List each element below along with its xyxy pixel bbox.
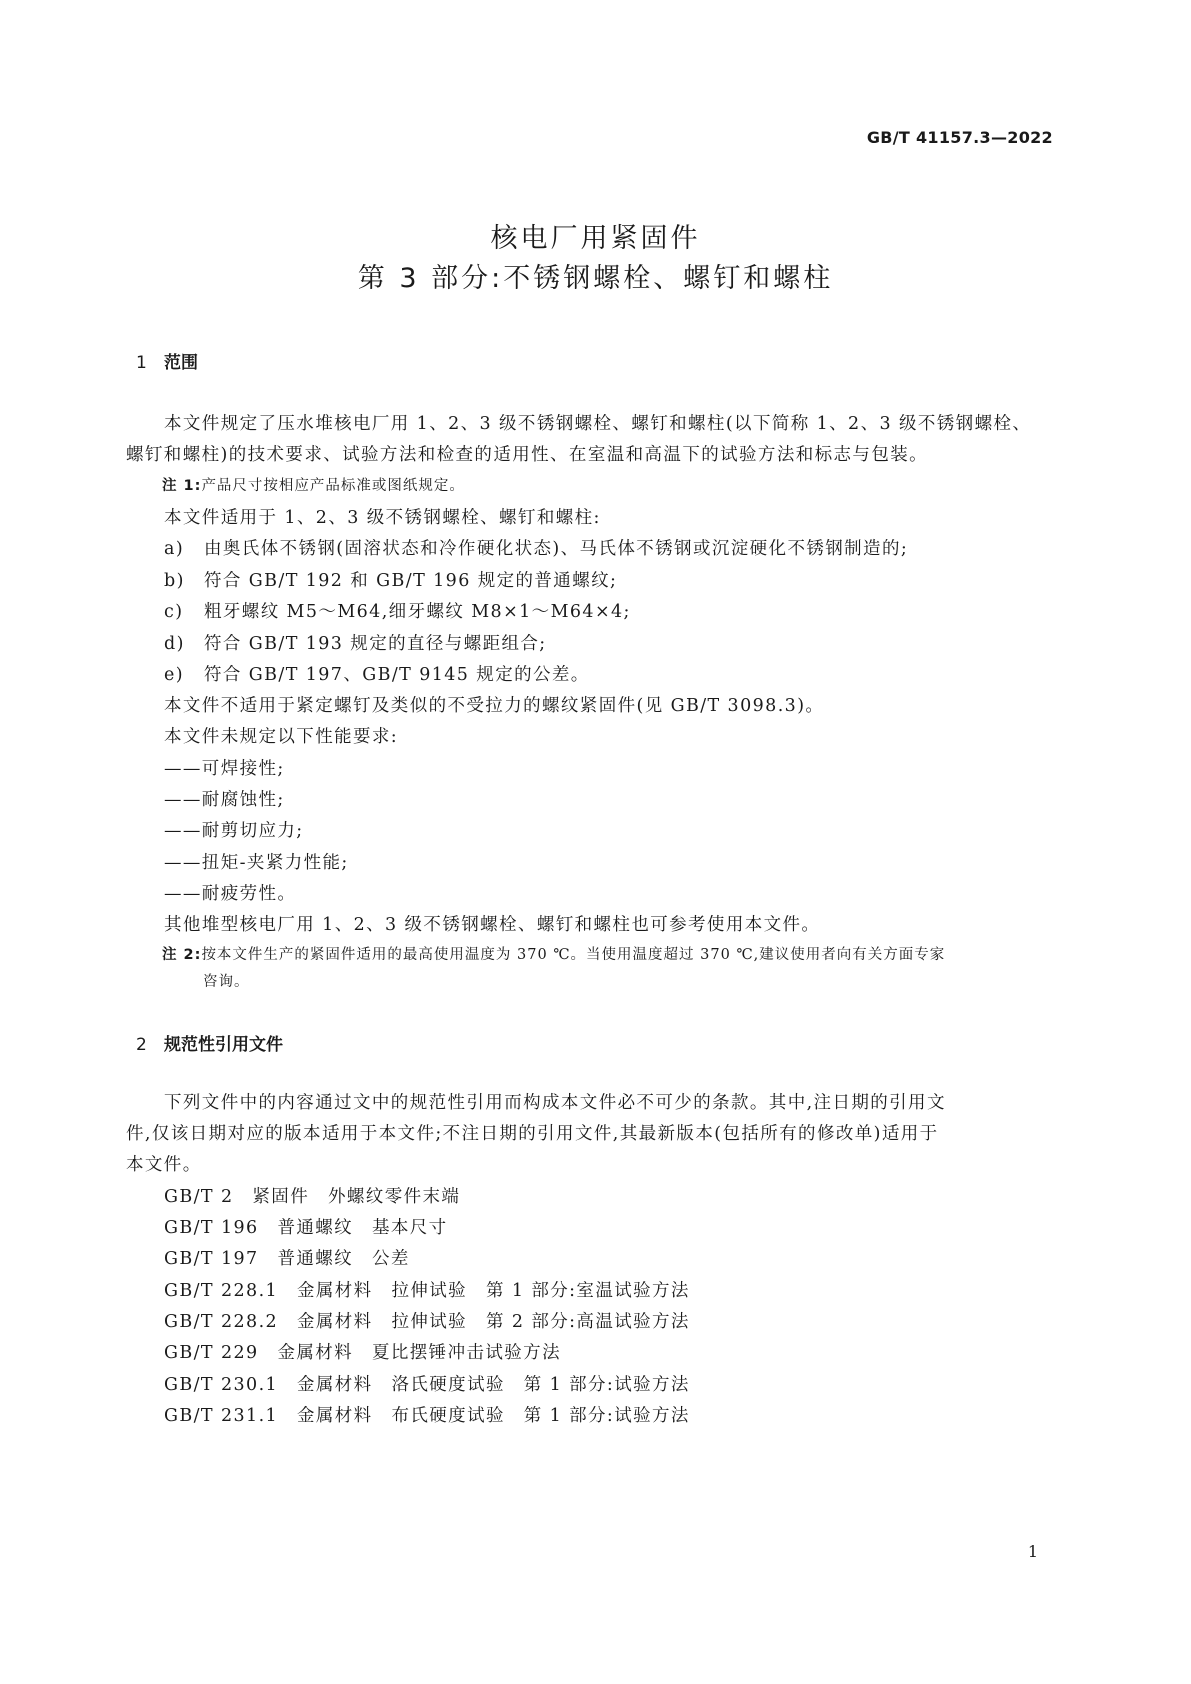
document-subtitle: 第 3 部分:不锈钢螺栓、螺钉和螺柱 [357, 263, 834, 294]
note-2 [162, 943, 945, 964]
dash-item: ——扭矩-夹紧力性能; [164, 853, 349, 873]
standard-number: GB/T 41157.3—2022 [866, 128, 1053, 147]
note-1 [162, 474, 465, 495]
section-title: 范围 [164, 353, 198, 373]
list-item [164, 535, 908, 560]
dash-item: ——耐腐蚀性; [164, 790, 285, 810]
paragraph: 本文件未规定以下性能要求: [164, 727, 399, 747]
paragraph: 件,仅该日期对应的版本适用于本文件;不注日期的引用文件,其最新版本(包括所有的修改单)适用于 [126, 1124, 939, 1144]
reference-item: GB/T 196 普通螺纹 基本尺寸 [164, 1218, 448, 1238]
paragraph: 螺钉和螺柱)的技术要求、试验方法和检查的适用性、在室温和高温下的试验方法和标志与包装。 [126, 445, 929, 465]
note-label: 注 1: [162, 478, 202, 494]
list-text: 符合 GB/T 193 规定的直径与螺距组合; [204, 634, 547, 654]
reference-item: GB/T 230.1 金属材料 洛氏硬度试验 第 1 部分:试验方法 [164, 1375, 690, 1395]
note-text: 按本文件生产的紧固件适用的最高使用温度为 370 ℃。当使用温度超过 370 ℃,建议使用者向有关方面专家 [201, 947, 946, 963]
section-number: 2 [136, 1035, 147, 1055]
list-text: 符合 GB/T 197、GB/T 9145 规定的公差。 [204, 665, 590, 685]
document-title: 核电厂用紧固件 [490, 223, 701, 254]
dash-item: ——可焊接性; [164, 759, 285, 779]
reference-item: GB/T 2 紧固件 外螺纹零件末端 [164, 1187, 461, 1207]
list-item [164, 598, 631, 623]
list-item [164, 661, 590, 686]
reference-item: GB/T 197 普通螺纹 公差 [164, 1249, 410, 1269]
reference-item: GB/T 229 金属材料 夏比摆锤冲击试验方法 [164, 1343, 561, 1363]
reference-item: GB/T 228.1 金属材料 拉伸试验 第 1 部分:室温试验方法 [164, 1281, 690, 1301]
list-marker: c) [164, 602, 184, 622]
note-text: 产品尺寸按相应产品标准或图纸规定。 [201, 478, 465, 494]
paragraph: 本文件不适用于紧定螺钉及类似的不受拉力的螺纹紧固件(见 GB/T 3098.3)。 [164, 696, 825, 716]
list-marker: e) [164, 665, 184, 685]
dash-item: ——耐疲劳性。 [164, 884, 297, 904]
list-text: 粗牙螺纹 M5～M64,细牙螺纹 M8×1～M64×4; [204, 602, 631, 622]
section-number: 1 [136, 353, 147, 373]
paragraph: 其他堆型核电厂用 1、2、3 级不锈钢螺栓、螺钉和螺柱也可参考使用本文件。 [164, 915, 821, 935]
note-label: 注 2: [162, 947, 202, 963]
list-marker: b) [164, 571, 185, 591]
list-item [164, 630, 547, 655]
reference-item: GB/T 231.1 金属材料 布氏硬度试验 第 1 部分:试验方法 [164, 1406, 690, 1426]
list-item [164, 567, 617, 592]
paragraph: 下列文件中的内容通过文中的规范性引用而构成本文件必不可少的条款。其中,注日期的引用文 [164, 1093, 946, 1113]
section-2-heading [136, 1030, 283, 1055]
list-text: 符合 GB/T 192 和 GB/T 196 规定的普通螺纹; [204, 571, 618, 591]
paragraph: 本文件。 [126, 1155, 202, 1175]
list-text: 由奥氏体不锈钢(固溶状态和冷作硬化状态)、马氏体不锈钢或沉淀硬化不锈钢制造的; [204, 539, 909, 559]
page-number: 1 [1027, 1542, 1038, 1561]
list-marker: a) [164, 539, 185, 559]
note-2-continuation: 咨询。 [203, 974, 250, 990]
reference-item: GB/T 228.2 金属材料 拉伸试验 第 2 部分:高温试验方法 [164, 1312, 690, 1332]
dash-item: ——耐剪切应力; [164, 821, 304, 841]
paragraph: 本文件规定了压水堆核电厂用 1、2、3 级不锈钢螺栓、螺钉和螺柱(以下简称 1、2、3 级不锈钢螺栓、 [164, 414, 1032, 434]
section-1-heading [136, 348, 198, 373]
paragraph: 本文件适用于 1、2、3 级不锈钢螺栓、螺钉和螺柱: [164, 508, 601, 528]
list-marker: d) [164, 634, 185, 654]
section-title: 规范性引用文件 [164, 1035, 283, 1055]
